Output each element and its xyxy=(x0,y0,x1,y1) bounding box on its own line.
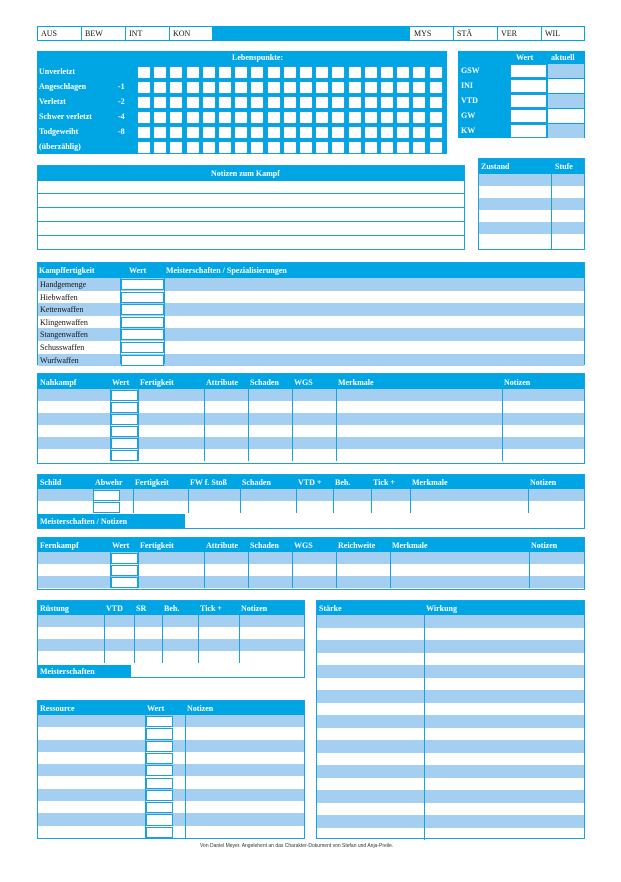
health-box[interactable] xyxy=(283,141,297,154)
attribute-bar xyxy=(37,26,585,41)
health-box[interactable] xyxy=(331,96,345,109)
cs-value-field[interactable] xyxy=(121,292,164,303)
armor-table xyxy=(37,600,305,678)
state-col-zustand: Zustand xyxy=(481,162,510,171)
health-box[interactable] xyxy=(364,66,378,79)
ranged-value-field[interactable] xyxy=(111,553,138,564)
health-row-mod: -8 xyxy=(118,127,125,136)
resources-value-field[interactable] xyxy=(146,790,173,801)
shield-table xyxy=(37,474,585,529)
health-box[interactable] xyxy=(186,81,200,94)
health-box[interactable] xyxy=(380,96,394,109)
health-row-label: (überzählig) xyxy=(39,142,81,151)
ranged-value-field[interactable] xyxy=(111,577,138,588)
cs-row-label: Klingenwaffen xyxy=(40,317,88,327)
resources-table xyxy=(37,700,305,839)
health-box[interactable] xyxy=(153,126,167,139)
health-box[interactable] xyxy=(299,126,313,139)
health-box[interactable] xyxy=(364,141,378,154)
health-box[interactable] xyxy=(348,126,362,139)
health-box[interactable] xyxy=(267,96,281,109)
attr-sta: STÄ xyxy=(457,29,473,38)
shield-col-9: Notizen xyxy=(530,478,557,487)
health-box[interactable] xyxy=(250,141,264,154)
melee-col-0: Nahkampf xyxy=(40,377,77,387)
melee-value-field[interactable] xyxy=(111,438,138,449)
state-panel xyxy=(478,158,585,250)
health-box[interactable] xyxy=(315,96,329,109)
health-row-label: Angeschlagen xyxy=(39,82,87,91)
derived-wert-field[interactable] xyxy=(510,64,547,78)
health-box[interactable] xyxy=(234,126,248,139)
health-box[interactable] xyxy=(396,126,410,139)
shield-col-1: Abwehr xyxy=(95,478,123,487)
health-box[interactable] xyxy=(299,66,313,79)
health-title: Lebenspunkte: xyxy=(232,53,284,62)
cs-value-field[interactable] xyxy=(121,279,164,290)
ranged-col-3: Attribute xyxy=(206,541,238,550)
derived-row-label: GSW xyxy=(461,66,480,75)
health-box[interactable] xyxy=(429,81,443,94)
health-box[interactable] xyxy=(429,141,443,154)
health-box[interactable] xyxy=(169,111,183,124)
ranged-col-7: Merkmale xyxy=(392,541,428,550)
health-box[interactable] xyxy=(283,81,297,94)
health-box[interactable] xyxy=(429,66,443,79)
health-box[interactable] xyxy=(380,81,394,94)
derived-row-label: GW xyxy=(461,111,476,120)
health-box[interactable] xyxy=(137,81,151,94)
shield-mastery-label: Meisterschaften / Notizen xyxy=(40,517,128,526)
health-box[interactable] xyxy=(331,141,345,154)
health-box[interactable] xyxy=(218,141,232,154)
derived-wert-field[interactable] xyxy=(510,79,547,93)
health-box[interactable] xyxy=(202,66,216,79)
armor-mastery-label: Meisterschaften xyxy=(40,667,95,676)
health-box[interactable] xyxy=(186,111,200,124)
health-box[interactable] xyxy=(169,81,183,94)
health-box[interactable] xyxy=(364,96,378,109)
health-box[interactable] xyxy=(218,111,232,124)
cs-row-label: Stangenwaffen xyxy=(40,330,88,340)
cs-value-field[interactable] xyxy=(121,304,164,315)
cs-row-label: Handgemenge xyxy=(40,280,87,289)
health-box[interactable] xyxy=(250,81,264,94)
health-box[interactable] xyxy=(153,111,167,124)
health-box[interactable] xyxy=(202,141,216,154)
health-box[interactable] xyxy=(429,96,443,109)
health-box[interactable] xyxy=(299,111,313,124)
melee-col-4: Schaden xyxy=(250,377,279,387)
resources-value-field[interactable] xyxy=(146,802,173,813)
cs-value-field[interactable] xyxy=(121,317,164,328)
derived-aktuell-field[interactable] xyxy=(548,64,584,78)
health-box[interactable] xyxy=(234,141,248,154)
cs-value-field[interactable] xyxy=(121,342,164,353)
shield-col-5: VTD + xyxy=(298,478,322,487)
health-row-mod: -1 xyxy=(118,82,125,91)
health-box[interactable] xyxy=(234,111,248,124)
health-box[interactable] xyxy=(331,111,345,124)
health-box[interactable] xyxy=(234,96,248,109)
health-box[interactable] xyxy=(412,141,426,154)
health-box[interactable] xyxy=(202,126,216,139)
melee-value-field[interactable] xyxy=(111,402,138,413)
shield-col-4: Schaden xyxy=(242,478,271,487)
health-box[interactable] xyxy=(153,141,167,154)
shield-col-7: Tick + xyxy=(373,478,395,487)
melee-col-5: WGS xyxy=(294,377,313,387)
derived-aktuell-field[interactable] xyxy=(548,79,584,93)
health-box[interactable] xyxy=(412,96,426,109)
derived-row-label: VTD xyxy=(461,96,478,105)
health-box[interactable] xyxy=(169,141,183,154)
ranged-col-4: Schaden xyxy=(250,541,279,550)
ranged-col-1: Wert xyxy=(112,541,130,550)
resources-value-field[interactable] xyxy=(146,814,173,825)
melee-col-7: Notizen xyxy=(504,377,531,387)
health-box[interactable] xyxy=(137,111,151,124)
health-box[interactable] xyxy=(396,96,410,109)
health-box[interactable] xyxy=(137,66,151,79)
health-box[interactable] xyxy=(202,96,216,109)
ranged-table xyxy=(37,537,585,590)
health-box[interactable] xyxy=(186,66,200,79)
health-box[interactable] xyxy=(429,126,443,139)
health-box[interactable] xyxy=(186,96,200,109)
health-box[interactable] xyxy=(331,81,345,94)
strengths-table xyxy=(316,600,585,839)
cs-col-skill: Kampffertigkeit xyxy=(39,266,95,275)
health-box[interactable] xyxy=(186,141,200,154)
cs-row-label: Wurfwaffen xyxy=(40,355,79,365)
shield-value-field[interactable] xyxy=(93,490,120,501)
armor-col-3: Beh. xyxy=(164,604,180,613)
health-row-label: Schwer verletzt xyxy=(39,112,92,121)
health-box[interactable] xyxy=(348,111,362,124)
attr-ver: VER xyxy=(501,29,517,38)
health-box[interactable] xyxy=(396,81,410,94)
health-box[interactable] xyxy=(202,111,216,124)
health-box[interactable] xyxy=(250,96,264,109)
melee-value-field[interactable] xyxy=(111,450,138,461)
attr-aus: AUS xyxy=(41,29,58,38)
health-box[interactable] xyxy=(412,126,426,139)
ranged-col-0: Fernkampf xyxy=(40,541,79,550)
resources-col-0: Ressource xyxy=(40,704,75,713)
ranged-col-2: Fertigkeit xyxy=(140,541,174,550)
health-box[interactable] xyxy=(348,141,362,154)
footer-credit: Von Daniel Meyer. Angelehent an das Charakter-Dokument von Stefan und Anja-Preile. xyxy=(200,843,394,849)
health-box[interactable] xyxy=(267,66,281,79)
resources-value-field[interactable] xyxy=(146,827,173,838)
resources-value-field[interactable] xyxy=(146,716,173,727)
health-box[interactable] xyxy=(348,81,362,94)
health-box[interactable] xyxy=(283,111,297,124)
notes-panel xyxy=(37,165,465,250)
health-row-label: Unverletzt xyxy=(39,67,75,76)
health-box[interactable] xyxy=(153,96,167,109)
health-box[interactable] xyxy=(218,96,232,109)
shield-col-8: Merkmale xyxy=(412,478,448,487)
notes-title: Notizen zum Kampf xyxy=(211,169,280,178)
health-box[interactable] xyxy=(364,111,378,124)
shield-col-2: Fertigkeit xyxy=(135,478,169,487)
health-box[interactable] xyxy=(169,126,183,139)
derived-row-label: INI xyxy=(461,81,474,90)
melee-value-field[interactable] xyxy=(111,390,138,401)
health-box[interactable] xyxy=(315,141,329,154)
cs-row-label: Hiebwaffen xyxy=(40,292,78,302)
resources-value-field[interactable] xyxy=(146,753,173,764)
cs-value-field[interactable] xyxy=(121,329,164,340)
derived-col-aktuell: aktuell xyxy=(551,53,575,62)
melee-col-3: Attribute xyxy=(206,377,238,387)
health-box[interactable] xyxy=(137,141,151,154)
resources-value-field[interactable] xyxy=(146,728,173,739)
health-box[interactable] xyxy=(137,96,151,109)
health-box[interactable] xyxy=(137,126,151,139)
melee-table xyxy=(37,373,585,464)
health-box[interactable] xyxy=(380,141,394,154)
health-box[interactable] xyxy=(218,126,232,139)
attr-wil: WIL xyxy=(545,29,561,38)
health-box[interactable] xyxy=(315,126,329,139)
health-box[interactable] xyxy=(283,126,297,139)
melee-col-2: Fertigkeit xyxy=(140,377,174,387)
melee-col-6: Merkmale xyxy=(338,377,374,387)
derived-wert-field[interactable] xyxy=(510,94,547,108)
health-box[interactable] xyxy=(267,111,281,124)
armor-col-2: SR xyxy=(136,604,147,613)
health-box[interactable] xyxy=(250,66,264,79)
health-box[interactable] xyxy=(396,141,410,154)
cs-row-label: Schusswaffen xyxy=(40,343,85,352)
ranged-col-6: Reichweite xyxy=(338,541,376,550)
health-box[interactable] xyxy=(218,66,232,79)
derived-aktuell-field[interactable] xyxy=(548,109,584,123)
strengths-col-1: Wirkung xyxy=(426,604,457,613)
resources-col-1: Wert xyxy=(147,704,165,713)
health-box[interactable] xyxy=(299,81,313,94)
cs-row-label: Kettenwaffen xyxy=(40,305,84,315)
resources-value-field[interactable] xyxy=(146,765,173,776)
armor-col-1: VTD xyxy=(106,604,123,613)
derived-col-wert: Wert xyxy=(516,53,534,62)
shield-col-0: Schild xyxy=(40,478,62,487)
health-box[interactable] xyxy=(299,96,313,109)
health-row-mod: -2 xyxy=(118,97,125,106)
health-box[interactable] xyxy=(267,126,281,139)
health-box[interactable] xyxy=(412,81,426,94)
health-box[interactable] xyxy=(331,126,345,139)
health-box[interactable] xyxy=(186,126,200,139)
attr-kon: KON xyxy=(173,29,191,38)
health-box[interactable] xyxy=(315,66,329,79)
health-box[interactable] xyxy=(153,66,167,79)
health-box[interactable] xyxy=(348,96,362,109)
health-box[interactable] xyxy=(380,126,394,139)
cs-col-value: Wert xyxy=(129,266,147,275)
health-box[interactable] xyxy=(250,126,264,139)
resources-value-field[interactable] xyxy=(146,778,173,789)
health-box[interactable] xyxy=(315,81,329,94)
health-row-label: Verletzt xyxy=(39,97,66,106)
shield-col-6: Beh. xyxy=(335,478,351,487)
health-box[interactable] xyxy=(202,81,216,94)
cs-col-mastery: Meisterschaften / Spezialisierungen xyxy=(166,266,287,275)
armor-col-5: Notizen xyxy=(241,604,268,613)
health-box[interactable] xyxy=(315,111,329,124)
health-box[interactable] xyxy=(267,141,281,154)
health-box[interactable] xyxy=(348,66,362,79)
combat-skills-table xyxy=(37,262,585,365)
health-box[interactable] xyxy=(169,66,183,79)
melee-value-field[interactable] xyxy=(111,426,138,437)
health-box[interactable] xyxy=(267,81,281,94)
health-box[interactable] xyxy=(396,111,410,124)
health-box[interactable] xyxy=(331,66,345,79)
health-box[interactable] xyxy=(364,81,378,94)
health-row-mod: -4 xyxy=(118,112,125,121)
health-box[interactable] xyxy=(364,126,378,139)
health-box[interactable] xyxy=(250,111,264,124)
cs-value-field[interactable] xyxy=(121,355,164,366)
derived-aktuell-field[interactable] xyxy=(548,94,584,108)
strengths-col-0: Stärke xyxy=(319,604,342,613)
attr-mys: MYS xyxy=(414,29,432,38)
health-box[interactable] xyxy=(412,66,426,79)
resources-value-field[interactable] xyxy=(146,741,173,752)
health-box[interactable] xyxy=(234,66,248,79)
health-box[interactable] xyxy=(412,111,426,124)
attr-int: INT xyxy=(129,29,143,38)
armor-col-4: Tick + xyxy=(200,604,222,613)
health-box[interactable] xyxy=(396,66,410,79)
ranged-col-8: Notizen xyxy=(531,541,558,550)
health-box[interactable] xyxy=(283,66,297,79)
ranged-col-5: WGS xyxy=(294,541,313,550)
armor-col-0: Rüstung xyxy=(40,604,69,613)
derived-wert-field[interactable] xyxy=(510,109,547,123)
health-row-label: Todgeweiht xyxy=(39,127,79,136)
health-box[interactable] xyxy=(429,111,443,124)
state-col-stufe: Stufe xyxy=(555,162,573,171)
melee-col-1: Wert xyxy=(112,377,130,387)
health-box[interactable] xyxy=(380,66,394,79)
health-box[interactable] xyxy=(153,81,167,94)
derived-wert-field[interactable] xyxy=(510,124,547,138)
derived-aktuell-field[interactable] xyxy=(548,124,584,138)
health-box[interactable] xyxy=(234,81,248,94)
ranged-value-field[interactable] xyxy=(111,565,138,576)
shield-col-3: FW f. Stoß xyxy=(190,478,227,487)
derived-row-label: KW xyxy=(461,126,476,135)
health-box[interactable] xyxy=(218,81,232,94)
resources-col-2: Notizen xyxy=(187,704,214,713)
shield-value-field[interactable] xyxy=(93,502,120,513)
health-box[interactable] xyxy=(299,141,313,154)
health-box[interactable] xyxy=(283,96,297,109)
melee-value-field[interactable] xyxy=(111,414,138,425)
attr-bew: BEW xyxy=(85,29,103,38)
health-box[interactable] xyxy=(380,111,394,124)
health-box[interactable] xyxy=(169,96,183,109)
